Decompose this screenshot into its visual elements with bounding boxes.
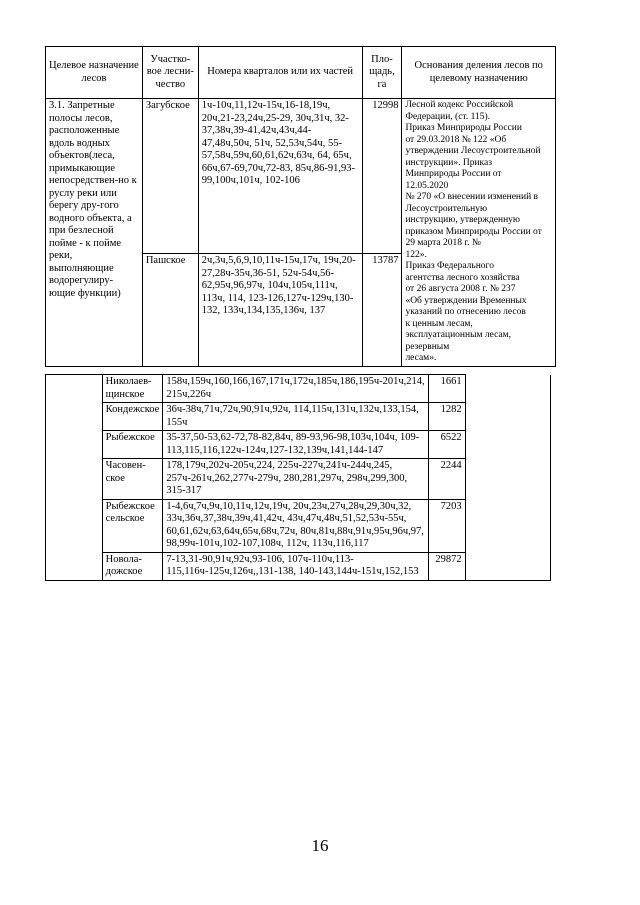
header-area: Пло-щадь, га xyxy=(362,47,402,99)
area-cell: 7203 xyxy=(428,499,465,552)
district-cell: Пашское xyxy=(142,254,198,366)
area-cell: 2244 xyxy=(428,459,465,500)
quarters-cell: 35-37,50-53,62-72,78-82,84ч, 89-93,96-98,103ч,104ч, 109-113,115,116,122ч-124ч,127-132,139ч,141,144-147 xyxy=(163,431,428,459)
basis-line: от 26 августа 2008 г. № 237 xyxy=(405,284,516,294)
header-district: Участко-вое лесни-чество xyxy=(142,47,198,99)
district-cell: Новола-дожское xyxy=(102,552,163,580)
quarters-cell: 1ч-10ч,11,12ч-15ч,16-18,19ч, 20ч,21-23,24ч,25-29, 30ч,31ч, 32-37,38ч,39-41,42ч,43ч,44-47,48ч,50ч, 51ч, 52,53ч,54ч, 55-57,58ч,59ч,60,61,62ч,63ч, 64, 65ч, 66ч,67-69,70ч,72-83, 85ч,86-91,93-99,100ч,101ч, 102-106 xyxy=(198,99,362,254)
table-header-row xyxy=(46,47,556,99)
basis-line: к ценным лесам, эксплуатационным лесам, резервным xyxy=(405,318,511,352)
purpose-cell: 3.1. Запретные полосы лесов, расположенные вдоль водных объектов(леса, примыкающие непосредствен-но к руслу реки или берегу дру-гого водного объекта, а при безлесной пойме - к пойме реки, выполняющие водорегулиру-ющие функции) xyxy=(46,99,143,367)
quarters-cell: 158ч,159ч,160,166,167,171ч,172ч,185ч,186,195ч-201ч,214, 215ч,226ч xyxy=(163,375,428,403)
basis-line: Приказ Минприроды России xyxy=(405,123,522,133)
basis-line: 12.05.2020 xyxy=(405,180,449,191)
basis-line: Лесной кодекс Российской xyxy=(405,100,514,110)
header-basis: Основания деления лесов по целевому назначению xyxy=(402,47,556,99)
header-purpose: Целевое назначение лесов xyxy=(46,47,143,99)
quarters-cell: 2ч,3ч,5,6,9,10,11ч-15ч,17ч, 19ч,20-27,28ч-35ч,36-51, 52ч-54ч,56-62,95ч,96,97ч, 104ч,105ч,111ч, 113ч, 114, 123-126,127ч-129ч,130- 132, 133ч,134,135,136ч, 137 xyxy=(198,254,362,366)
basis-line: 122». xyxy=(405,249,427,260)
district-cell: Кондежское xyxy=(102,403,163,431)
basis-line: № 270 «О внесении изменений в Лесоустроительную xyxy=(405,192,539,214)
basis-line: инструкцию, утвержденную xyxy=(405,215,521,225)
basis-line: приказом Минприроды России от 29 марта 2018 г. № xyxy=(405,226,542,248)
header-quarters: Номера кварталов или их частей xyxy=(198,47,362,99)
basis-line: Минприроды России от xyxy=(405,169,502,179)
forest-purpose-table-continued xyxy=(45,374,551,581)
area-cell: 29872 xyxy=(428,552,465,580)
district-cell: Часовен-ское xyxy=(102,459,163,500)
basis-line: Федерации, (ст. 115). xyxy=(405,111,491,122)
basis-line: утверждении Лесоустроительной инструкции». Приказ xyxy=(405,146,541,168)
area-cell: 1661 xyxy=(428,375,465,403)
basis-line: указаний по отнесению лесов xyxy=(405,307,526,317)
basis-line: агентства лесного хозяйства xyxy=(405,272,520,283)
forest-purpose-table xyxy=(45,46,556,367)
page-number: 16 xyxy=(311,836,329,855)
basis-line: Приказ Федерального xyxy=(405,261,494,271)
district-cell: Николаев-щинское xyxy=(102,375,163,403)
quarters-cell: 1-4,6ч,7ч,9ч,10,11ч,12ч,19ч, 20ч,23ч,27ч,28ч,29,30ч,32, 33ч,36ч,37,38ч,39ч,41,42ч, 43ч,47ч,48ч,51,52,53ч-55ч, 60,61,62ч,63,64ч,65ч,68ч,72ч, 80ч,81ч,88ч,91ч,95ч,96ч,97, 98,99ч-101ч,102-107,108ч, 112ч, 113ч,116,117 xyxy=(163,499,428,552)
area-cell: 12998 xyxy=(362,99,402,254)
basis-line: от 29.03.2018 № 122 «Об xyxy=(405,134,507,145)
area-cell: 6522 xyxy=(428,431,465,459)
area-cell: 1282 xyxy=(428,403,465,431)
district-cell: Загубское xyxy=(142,99,198,254)
basis-cell-empty xyxy=(465,375,550,581)
area-cell: 13787 xyxy=(362,254,402,366)
basis-cell xyxy=(402,99,556,367)
table-row xyxy=(46,99,556,254)
quarters-cell: 178,179ч,202ч-205ч,224, 225ч-227ч,241ч-244ч,245, 257ч-261ч,262,277ч-279ч, 280,281,297ч, 298ч,299,300, 315-317 xyxy=(163,459,428,500)
quarters-cell: 7-13,31-90,91ч,92ч,93-106, 107ч-110ч,113-115,116ч-125ч,126ч,,131-138, 140-143,144ч-151ч,152,153 xyxy=(163,552,428,580)
district-cell: Рыбежское сельское xyxy=(102,499,163,552)
quarters-cell: 36ч-38ч,71ч,72ч,90,91ч,92ч, 114,115ч,131ч,132ч,133,154, 155ч xyxy=(163,403,428,431)
basis-line: лесам». xyxy=(405,353,437,363)
basis-line: «Об утверждении Временных xyxy=(405,295,527,306)
district-cell: Рыбежское xyxy=(102,431,163,459)
purpose-cell-empty xyxy=(46,375,103,581)
table-row xyxy=(46,375,551,403)
